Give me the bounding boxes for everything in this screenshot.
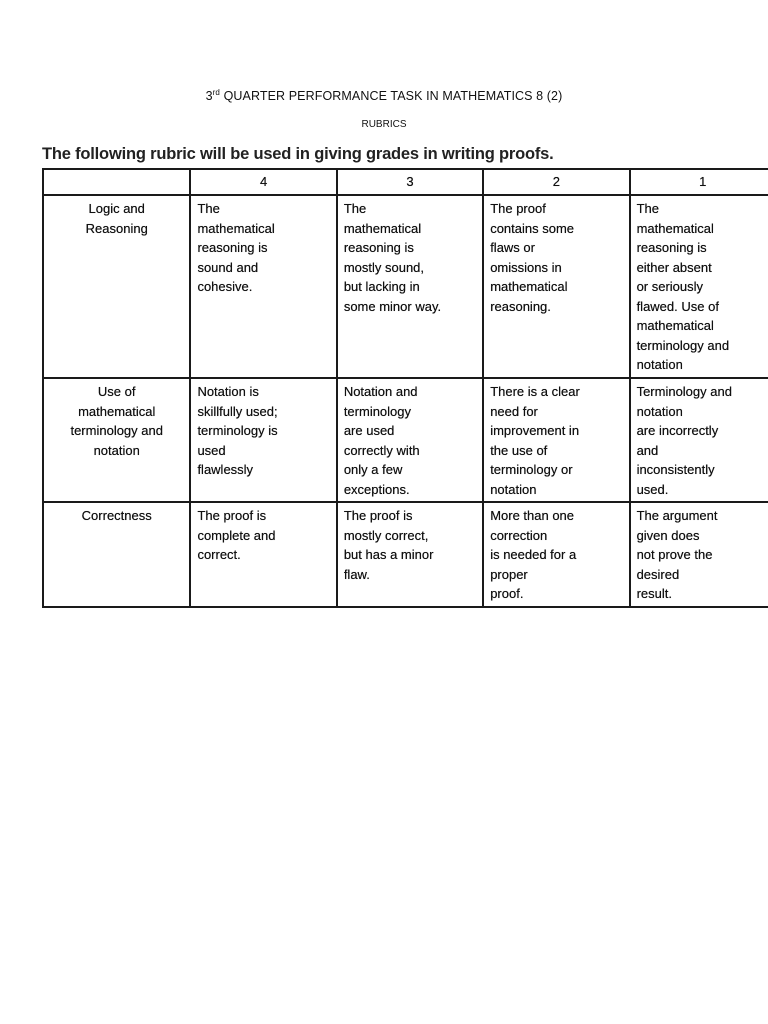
- criterion-cell: Use of mathematical terminology and notation: [43, 378, 190, 502]
- descriptor-cell-score-2: More than one correction is needed for a proper proof.: [483, 502, 629, 607]
- descriptor-cell-score-4: Notation is skillfully used; terminology is used flawlessly: [190, 378, 336, 502]
- criterion-cell: Correctness: [43, 502, 190, 607]
- rubric-row-correctness: [43, 502, 768, 607]
- header-cell-score-1: 1: [630, 169, 768, 195]
- rubric-table: [42, 168, 768, 608]
- descriptor-cell-score-1: Terminology and notation are incorrectly and inconsistently used.: [630, 378, 768, 502]
- document-title: [0, 88, 768, 103]
- descriptor-cell-score-3: Notation and terminology are used correctly with only a few exceptions.: [337, 378, 483, 502]
- rubric-intro: The following rubric will be used in giving grades in writing proofs.: [42, 145, 554, 163]
- descriptor-cell-score-1: The mathematical reasoning is either absent or seriously flawed. Use of mathematical terminology and notation: [630, 195, 768, 378]
- descriptor-cell-score-1: The argument given does not prove the desired result.: [630, 502, 768, 607]
- rubric-header-row: [43, 169, 768, 195]
- header-cell-criteria: [43, 169, 190, 195]
- header-cell-score-2: 2: [483, 169, 629, 195]
- rubric-row-logic-reasoning: [43, 195, 768, 378]
- document-subtitle: RUBRICS: [361, 119, 407, 130]
- descriptor-cell-score-2: The proof contains some flaws or omissions in mathematical reasoning.: [483, 195, 629, 378]
- descriptor-cell-score-4: The proof is complete and correct.: [190, 502, 336, 607]
- title-text: QUARTER PERFORMANCE TASK IN MATHEMATICS 8 (2): [220, 89, 563, 103]
- descriptor-cell-score-3: The proof is mostly correct, but has a minor flaw.: [337, 502, 483, 607]
- criterion-cell: Logic and Reasoning: [43, 195, 190, 378]
- header-cell-score-4: 4: [190, 169, 336, 195]
- header-cell-score-3: 3: [337, 169, 483, 195]
- descriptor-cell-score-4: The mathematical reasoning is sound and cohesive.: [190, 195, 336, 378]
- descriptor-cell-score-3: The mathematical reasoning is mostly sound, but lacking in some minor way.: [337, 195, 483, 378]
- descriptor-cell-score-2: There is a clear need for improvement in the use of terminology or notation: [483, 378, 629, 502]
- title-ordinal-suffix: rd: [212, 88, 220, 97]
- rubric-row-terminology-notation: [43, 378, 768, 502]
- title-ordinal: 3: [205, 89, 213, 103]
